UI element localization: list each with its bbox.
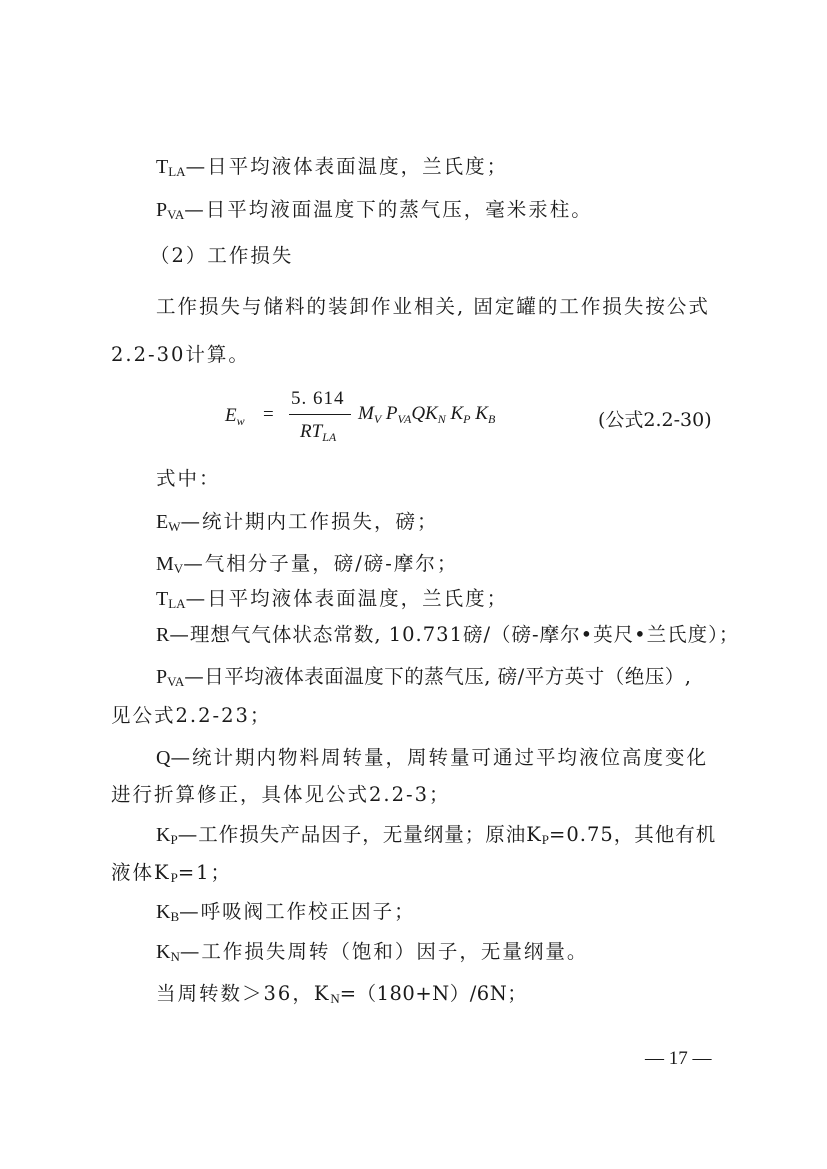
formula-2-2-30 (0, 384, 827, 454)
formula-lhs: $E_w$ (225, 405, 245, 428)
tla-definition: $T_{LA}—$日平均液体表面温度，兰氏度； (156, 155, 509, 179)
paragraph-line-2: 2.2-30计算。 (111, 343, 250, 366)
kp-definition-cont: 液体$K_P=1$； (111, 861, 233, 885)
tla-definition-2: $T_{LA}—$日平均液体表面温度，兰氏度； (156, 587, 509, 611)
where-label: 式中： (156, 467, 221, 490)
paragraph-line-1: 工作损失与储料的装卸作业相关, 固定罐的工作损失按公式 (156, 295, 710, 318)
formula-terms: $M_V$ $P_{VA}QK_N$ $K_P$ $K_B$ (358, 403, 496, 426)
formula-denominator: $RT_{LA}$ (300, 421, 337, 444)
kp-definition: $K_P—$工作损失产品因子，无量纲量；原油$K_P=0.75$，其他有机 (156, 823, 717, 847)
r-definition: R—理想气气体状态常数, 10.731磅/（磅-摩尔•英尺•兰氏度）； (156, 623, 740, 646)
kb-definition: $K_B—$呼吸阀工作校正因子； (156, 900, 416, 924)
mv-definition: $M_V—$气相分子量，磅/磅-摩尔； (156, 552, 459, 576)
kn-definition: $K_N—$工作损失周转（饱和）因子，无量纲量。 (156, 940, 589, 964)
q-definition-cont: 进行折算修正，具体见公式2.2-3； (111, 783, 451, 806)
ew-definition: $E_W—$统计期内工作损失，磅； (156, 510, 439, 534)
turnover-condition: 当周转数＞36，$K_N=(180+N)/6N$； (156, 982, 528, 1006)
q-definition: Q—统计期内物料周转量，周转量可通过平均液位高度变化 (156, 746, 708, 769)
formula-reference: (公式2.2-30) (598, 409, 712, 431)
pva-definition: $P_{VA}—$日平均液面温度下的蒸气压，毫米汞柱。 (156, 198, 593, 222)
formula-numerator: 5. 614 (291, 388, 345, 409)
formula-equals: = (263, 404, 274, 425)
pva-definition-2-cont: 见公式2.2-23； (111, 704, 272, 727)
page-number: — 17 — (645, 1048, 712, 1069)
section-heading: （2）工作损失 (150, 244, 294, 267)
fraction-bar (289, 414, 351, 415)
pva-definition-2: $P_{VA}—$日平均液体表面温度下的蒸气压, 磅/平方英寸（绝压）, (156, 665, 692, 689)
